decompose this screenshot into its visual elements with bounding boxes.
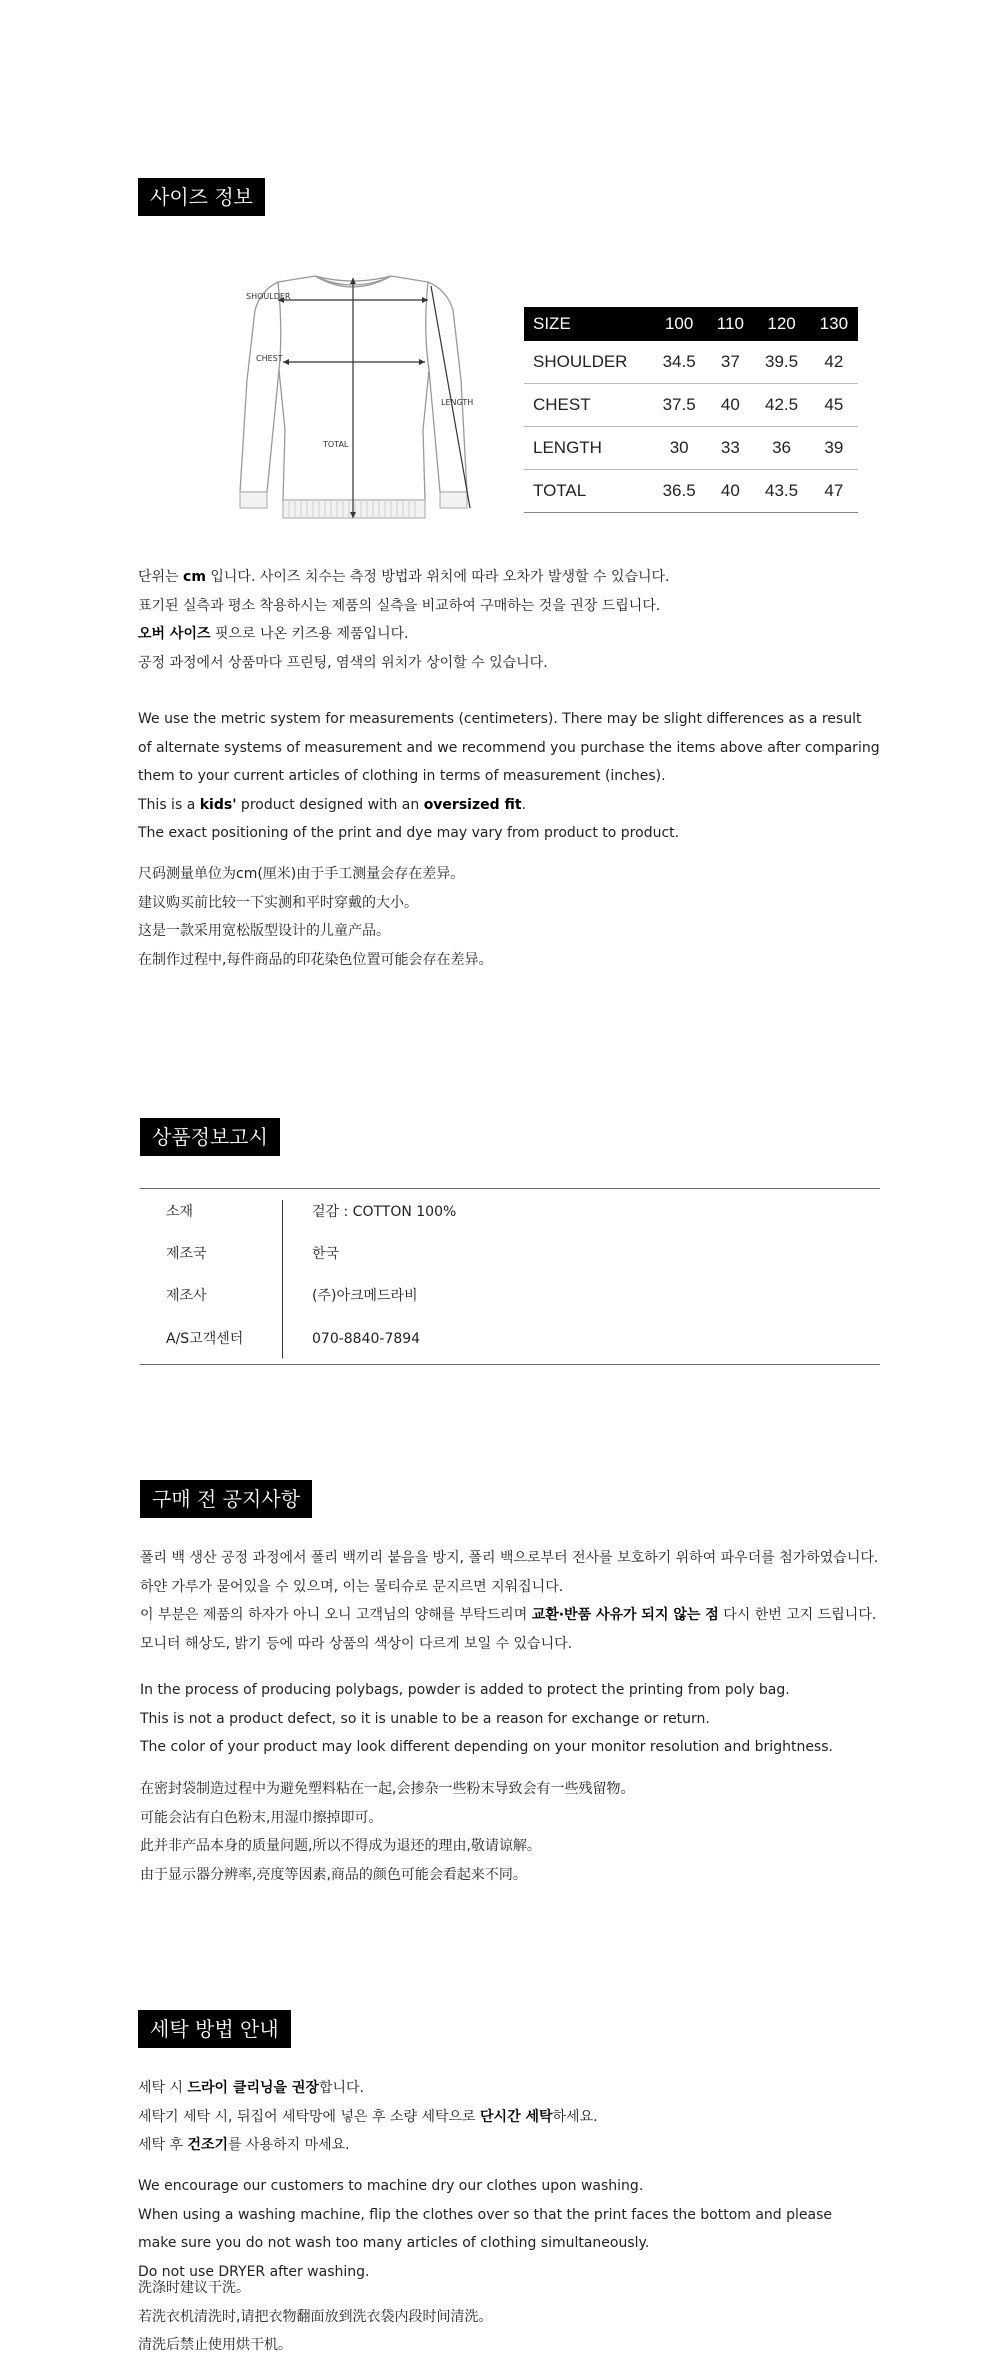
text: 핏으로 나온 키즈용 제품입니다.	[210, 626, 409, 642]
size-header-label: SIZE	[524, 307, 651, 341]
text: 합니다.	[318, 2080, 364, 2096]
text-bold: oversized fit	[423, 796, 522, 813]
text: 清洗后禁止使用烘干机。	[138, 2337, 292, 2353]
text: 세탁 시	[138, 2080, 188, 2096]
cell-value: 45	[810, 384, 858, 427]
text: 在制作过程中,每件商品的印花染色位置可能会存在差异。	[138, 951, 493, 968]
table-row	[140, 1191, 880, 1233]
notice-korean	[140, 1544, 878, 1658]
cell-value: 34.5	[651, 341, 707, 384]
notice-english	[140, 1676, 833, 1762]
cell-value: 40	[707, 384, 753, 427]
wash-korean	[138, 2074, 598, 2160]
cell-value: 33	[707, 427, 753, 470]
text: 공정 과정에서 상품마다 프린팅, 염색의 위치가 상이할 수 있습니다.	[138, 654, 548, 671]
text-bold: 교환·반품 사유가 되지 않는 점	[531, 1607, 719, 1623]
cell-value: 42.5	[753, 384, 809, 427]
text: 다시 한번 고지 드립니다.	[718, 1607, 877, 1623]
text: make sure you do not wash too many articles of clothing simultaneously.	[138, 2235, 650, 2251]
table-row	[524, 341, 858, 384]
info-table-bottom-border	[140, 1364, 880, 1365]
text: 此并非产品本身的质量问题,所以不得成为退还的理由,敬请谅解。	[140, 1838, 541, 1854]
size-header-110: 110	[707, 307, 753, 341]
text: The exact positioning of the print and dye may vary from product to product.	[138, 825, 680, 841]
info-key: 제조사	[166, 1288, 207, 1304]
info-key: 소재	[166, 1204, 194, 1220]
text: Do not use DRYER after washing.	[138, 2263, 370, 2280]
text: 这是一款采用宽松版型设计的儿童产品。	[138, 923, 390, 939]
cell-value: 43.5	[753, 470, 809, 513]
washing-guide-heading: 세탁 방법 안내	[138, 2010, 291, 2048]
diagram-label-total: TOTAL	[323, 440, 349, 449]
info-key: 제조국	[166, 1246, 207, 1262]
cell-value: 42	[810, 341, 858, 384]
text: product designed with an	[236, 796, 424, 813]
product-info-heading: 상품정보고시	[140, 1118, 280, 1156]
text: 표기된 실측과 평소 착용하시는 제품의 실측을 비교하여 구매하는 것을 권장 드립니다.	[138, 597, 661, 614]
info-table-top-border	[140, 1188, 880, 1189]
text-bold: 드라이 클리닝을 권장	[187, 2080, 319, 2096]
diagram-label-shoulder: SHOULDER	[246, 292, 291, 301]
text: 를 사용하지 마세요.	[228, 2137, 350, 2153]
cell-value: 30	[651, 427, 707, 470]
text: 세탁기 세탁 시, 뒤집어 세탁망에 넣은 후 소량 세탁으로	[138, 2108, 481, 2125]
cell-value: 39.5	[753, 341, 809, 384]
text-bold: 단시간 세탁	[480, 2108, 553, 2125]
size-notes-chinese	[138, 860, 492, 974]
text: 洗涤时建议干洗。	[138, 2280, 250, 2296]
row-label: TOTAL	[524, 470, 651, 513]
purchase-notice-heading: 구매 전 공지사항	[140, 1480, 312, 1518]
text-bold: 오버 사이즈	[138, 626, 211, 642]
text-bold: 건조기	[187, 2137, 229, 2153]
text: 세탁 후	[138, 2137, 188, 2153]
text: 폴리 백 생산 공정 과정에서 폴리 백끼리 붙음을 방지, 폴리 백으로부터 전사를 보호하기 위하여 파우더를 첨가하였습니다.	[140, 1550, 879, 1566]
info-value: (주)아크메드라비	[312, 1288, 418, 1304]
text: 단위는	[138, 569, 184, 585]
text: of alternate systems of measurement and we recommend you purchase the items above after comparing	[138, 739, 880, 756]
size-notes-korean	[138, 563, 670, 677]
size-notes-english	[138, 705, 880, 848]
row-label: CHEST	[524, 384, 651, 427]
info-value: 한국	[312, 1246, 340, 1262]
size-table-header	[524, 307, 858, 341]
text: 可能会沾有白色粉末,用湿巾擦掉即可。	[140, 1809, 383, 1826]
table-row	[140, 1275, 880, 1317]
text: This is a	[138, 796, 200, 813]
wash-chinese	[138, 2274, 492, 2360]
cell-value: 37	[707, 341, 753, 384]
size-info-heading: 사이즈 정보	[138, 178, 265, 216]
cell-value: 47	[810, 470, 858, 513]
cell-value: 39	[810, 427, 858, 470]
size-header-120: 120	[753, 307, 809, 341]
table-row	[524, 427, 858, 470]
text: When using a washing machine, flip the clothes over so that the print faces the bottom and please	[138, 2206, 833, 2223]
text: 이 부분은 제품의 하자가 아니 오니 고객님의 양해를 부탁드리며	[140, 1607, 532, 1623]
text: In the process of producing polybags, powder is added to protect the printing from poly bag.	[140, 1682, 790, 1698]
text-bold: cm	[183, 569, 206, 585]
text: The color of your product may look different depending on your monitor resolution and brightness.	[140, 1739, 833, 1755]
size-header-100: 100	[651, 307, 707, 341]
diagram-label-chest: CHEST	[256, 354, 283, 363]
table-row	[524, 470, 858, 513]
cell-value: 37.5	[651, 384, 707, 427]
text: 尺码测量单位为cm(厘米)由于手工测量会存在差异。	[138, 866, 465, 882]
text: This is not a product defect, so it is unable to be a reason for exchange or return.	[140, 1710, 710, 1727]
text: 在密封袋制造过程中为避免塑料粘在一起,会掺杂一些粉末导致会有一些残留物。	[140, 1781, 635, 1797]
diagram-label-length: LENGTH	[441, 398, 474, 407]
wash-english	[138, 2172, 832, 2286]
table-row	[140, 1318, 880, 1360]
cell-value: 36	[753, 427, 809, 470]
text: them to your current articles of clothing in terms of measurement (inches).	[138, 768, 666, 784]
text: We use the metric system for measurements (centimeters). There may be slight differences as a result	[138, 711, 862, 727]
text: 하세요.	[552, 2108, 598, 2125]
text: We encourage our customers to machine dry our clothes upon washing.	[138, 2178, 644, 2194]
row-label: LENGTH	[524, 427, 651, 470]
size-table	[524, 307, 858, 513]
cell-value: 36.5	[651, 470, 707, 513]
text-bold: kids'	[199, 796, 237, 813]
text: 由于显示器分辨率,亮度等因素,商品的颜色可能会看起来不同。	[140, 1866, 527, 1883]
cell-value: 40	[707, 470, 753, 513]
text: 하얀 가루가 묻어있을 수 있으며, 이는 물티슈로 문지르면 지워집니다.	[140, 1578, 564, 1595]
size-header-130: 130	[810, 307, 858, 341]
sweatshirt-measurement-diagram	[225, 270, 480, 522]
info-value: 070-8840-7894	[312, 1331, 421, 1347]
info-key: A/S고객센터	[166, 1331, 244, 1347]
text: 모니터 해상도, 밝기 등에 따라 상품의 색상이 다르게 보일 수 있습니다.	[140, 1635, 573, 1652]
table-row	[140, 1233, 880, 1275]
text: .	[521, 796, 527, 813]
text: 建议购买前比较一下实测和平时穿戴的大小。	[138, 894, 418, 911]
info-value: 겉감 : COTTON 100%	[312, 1204, 457, 1220]
row-label: SHOULDER	[524, 341, 651, 384]
table-row	[524, 384, 858, 427]
text: 若洗衣机清洗时,请把衣物翻面放到洗衣袋内段时间清洗。	[138, 2308, 493, 2325]
text: 입니다. 사이즈 치수는 측정 방법과 위치에 따라 오차가 발생할 수 있습니다.	[205, 569, 670, 585]
notice-chinese	[140, 1775, 634, 1889]
